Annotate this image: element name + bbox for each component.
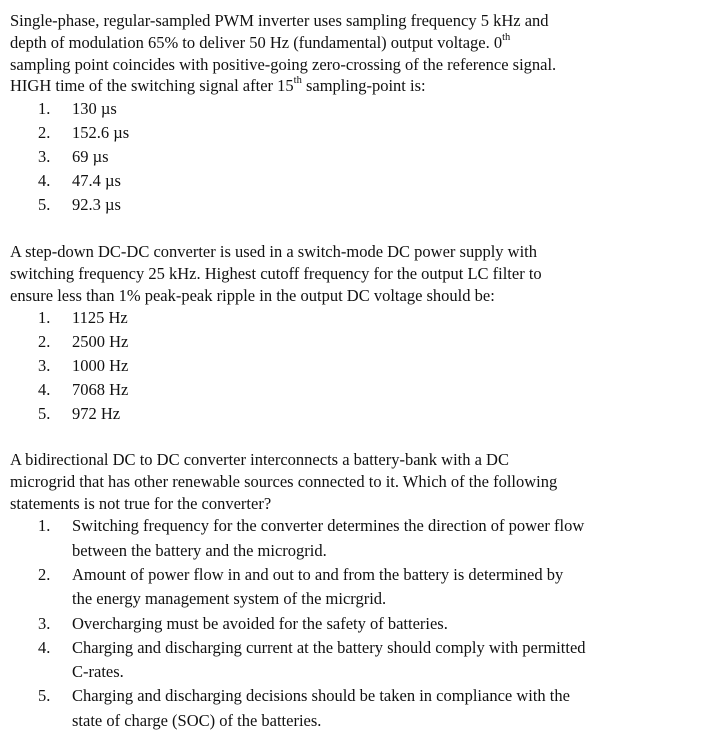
question-2-stem-line-1: A step-down DC-DC converter is used in a switch-mode DC power supply with (10, 242, 538, 261)
option-text: 2500 Hz (72, 332, 129, 352)
question-3-stem-line-2: microgrid that has other renewable sources connected to it. Which of the following (10, 471, 558, 491)
option-item (10, 402, 700, 426)
option-item (10, 563, 700, 612)
option-number: 1. (38, 308, 51, 328)
question-2-stem-line-2: switching frequency 25 kHz. Highest cutoff frequency for the output LC filter to (10, 263, 542, 283)
option-number: 4. (38, 380, 51, 400)
option-text: 92.3 µs (72, 195, 121, 215)
option-number: 4. (38, 171, 51, 191)
option-number: 3. (38, 147, 51, 167)
ordinal-suffix: th (293, 75, 302, 87)
option-text-line-1: Switching frequency for the converter determines the direction of power flow (72, 516, 585, 536)
option-text-line-2: between the battery and the microgrid. (72, 540, 327, 560)
option-item (10, 514, 700, 563)
option-number: 5. (38, 686, 51, 706)
option-text: 130 µs (72, 99, 117, 119)
option-item (10, 97, 700, 121)
option-item (10, 306, 700, 330)
question-3-stem-line-1: A bidirectional DC to DC converter interconnects a battery-bank with a DC (10, 450, 509, 469)
question-1 (10, 10, 700, 217)
option-number: 5. (38, 195, 51, 215)
option-text: 47.4 µs (72, 171, 121, 191)
question-3-options (10, 514, 700, 733)
option-number: 1. (38, 99, 51, 119)
question-2-options (10, 306, 700, 426)
question-3 (10, 449, 700, 733)
ordinal-suffix: th (502, 31, 511, 43)
option-number: 4. (38, 637, 51, 657)
option-item (10, 193, 700, 217)
question-1-stem-line-1: Single-phase, regular-sampled PWM inverter uses sampling frequency 5 kHz and (10, 11, 549, 30)
option-text-line-2: the energy management system of the micrgrid. (72, 589, 387, 609)
question-1-options (10, 97, 700, 217)
option-text: 7068 Hz (72, 380, 129, 400)
question-1-stem-line-3: sampling point coincides with positive-going zero-crossing of the reference signal. (10, 54, 557, 74)
question-1-stem-line-4-tail: sampling-point is: (301, 76, 426, 96)
option-text-line-1: Amount of power flow in and out to and from the battery is determined by (72, 564, 564, 584)
question-1-stem-line-4 (10, 75, 700, 97)
question-2-stem (10, 241, 700, 306)
question-2 (10, 241, 700, 426)
option-text: 1125 Hz (72, 308, 128, 328)
option-number: 2. (38, 123, 51, 143)
option-text: 972 Hz (72, 404, 121, 424)
question-1-stem-line-2 (10, 32, 700, 54)
option-item (10, 169, 700, 193)
option-text: 152.6 µs (72, 123, 130, 143)
option-text-line-1: Overcharging must be avoided for the safety of batteries. (72, 613, 448, 633)
option-item (10, 378, 700, 402)
option-item (10, 612, 700, 636)
question-2-stem-line-3: ensure less than 1% peak-peak ripple in the output DC voltage should be: (10, 285, 495, 305)
option-item (10, 684, 700, 733)
option-item (10, 145, 700, 169)
question-3-stem-line-3: statements is not true for the converter? (10, 493, 272, 513)
option-text-line-1: Charging and discharging current at the battery should comply with permitted (72, 637, 586, 657)
question-1-stem-line-2-text: depth of modulation 65% to deliver 50 Hz (fundamental) output voltage. 0 (10, 32, 503, 52)
question-1-stem-line-4-text: HIGH time of the switching signal after 15 (10, 76, 294, 96)
option-item (10, 636, 700, 685)
option-number: 3. (38, 613, 51, 633)
option-text-line-2: state of charge (SOC) of the batteries. (72, 710, 322, 730)
question-3-stem (10, 449, 700, 514)
option-text: 69 µs (72, 147, 109, 167)
option-text-line-1: Charging and discharging decisions should be taken in compliance with the (72, 686, 570, 706)
option-number: 3. (38, 356, 51, 376)
option-item (10, 354, 700, 378)
option-text-line-2: C-rates. (72, 662, 124, 682)
question-1-stem (10, 10, 700, 97)
option-text: 1000 Hz (72, 356, 129, 376)
option-number: 2. (38, 332, 51, 352)
option-number: 5. (38, 404, 51, 424)
option-item (10, 121, 700, 145)
option-number: 1. (38, 516, 51, 536)
option-item (10, 330, 700, 354)
option-number: 2. (38, 564, 51, 584)
